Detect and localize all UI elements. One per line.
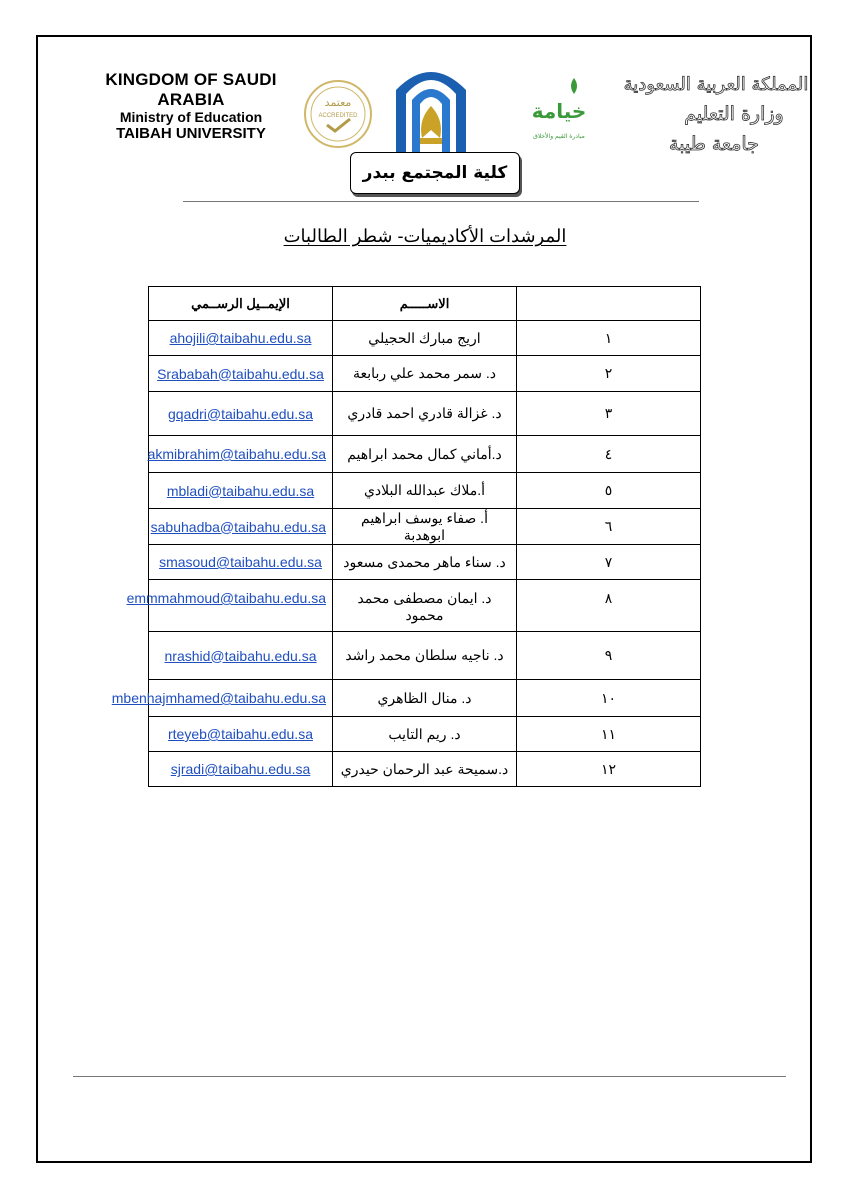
advisor-email-link[interactable]: Srababah@taibahu.edu.sa bbox=[157, 365, 324, 382]
header-country: KINGDOM OF SAUDI ARABIA bbox=[105, 70, 277, 109]
advisors-table bbox=[111, 286, 701, 787]
advisor-email-link[interactable]: sjradi@taibahu.edu.sa bbox=[170, 761, 311, 777]
advisor-name: د. غزالة قادري احمد قادري bbox=[333, 392, 517, 436]
document-title: المرشدات الأكاديميات- شطر الطالبات bbox=[283, 226, 567, 246]
row-number: ١١ bbox=[517, 717, 701, 752]
header-ministry: Ministry of Education bbox=[119, 109, 263, 126]
table-row bbox=[149, 545, 701, 580]
row-number: ٧ bbox=[517, 545, 701, 580]
english-header bbox=[84, 70, 298, 142]
advisor-name: د.أماني كمال محمد ابراهيم bbox=[333, 436, 517, 473]
advisor-email-link[interactable]: akmibrahim@taibahu.edu.sa bbox=[147, 446, 326, 462]
svg-text:ACCREDITED: ACCREDITED bbox=[318, 113, 358, 119]
header-divider bbox=[183, 201, 699, 202]
values-initiative-logo bbox=[528, 72, 590, 154]
row-number: ٨ bbox=[517, 580, 701, 632]
advisor-name: د. ريم التايب bbox=[333, 717, 517, 752]
advisor-email-link[interactable]: mbenhajmhamed@taibahu.edu.sa bbox=[111, 690, 326, 706]
table-row bbox=[149, 473, 701, 509]
advisor-email-link[interactable]: rteyeb@taibahu.edu.sa bbox=[168, 726, 313, 742]
advisor-email-link[interactable]: ahojili@taibahu.edu.sa bbox=[169, 330, 312, 346]
svg-text:خيامة: خيامة bbox=[531, 99, 587, 123]
table-row bbox=[149, 717, 701, 752]
svg-text:المملكة العربية السعودية: المملكة العربية السعودية bbox=[623, 74, 809, 95]
advisor-email-link[interactable]: mbladi@taibahu.edu.sa bbox=[166, 482, 315, 499]
row-number: ٥ bbox=[517, 473, 701, 509]
advisor-email-link[interactable]: gqadri@taibahu.edu.sa bbox=[168, 405, 313, 422]
row-number: ٦ bbox=[517, 509, 701, 545]
column-name-header: الاســـــم bbox=[333, 287, 517, 321]
advisor-name: اريج مبارك الحجيلي bbox=[333, 321, 517, 356]
svg-text:مبادرة القيم والأخلاق: مبادرة القيم والأخلاق bbox=[533, 133, 585, 140]
advisor-email-link[interactable]: emmmahmoud@taibahu.edu.sa bbox=[126, 590, 326, 606]
column-email-header: الإيمــيل الرســمي bbox=[149, 287, 333, 321]
table-row bbox=[149, 632, 701, 680]
advisor-name: د. ناجيه سلطان محمد راشد bbox=[333, 632, 517, 680]
table-row bbox=[149, 356, 701, 392]
arabic-calligraphy-header bbox=[622, 66, 810, 158]
row-number: ٤ bbox=[517, 436, 701, 473]
advisor-name: أ. صفاء يوسف ابراهيم ابوهدبة bbox=[333, 509, 517, 545]
accreditation-seal-logo bbox=[303, 79, 373, 149]
table-row bbox=[149, 680, 701, 717]
row-number: ٩ bbox=[517, 632, 701, 680]
advisor-email-link[interactable]: smasoud@taibahu.edu.sa bbox=[159, 554, 322, 570]
table-row bbox=[149, 436, 701, 473]
svg-text:وزارة التعليم: وزارة التعليم bbox=[684, 103, 784, 125]
footer-divider bbox=[73, 1076, 786, 1077]
advisor-name: أ.ملاك عبدالله البلادي bbox=[333, 473, 517, 509]
table-row bbox=[149, 321, 701, 356]
row-number: ٢ bbox=[517, 356, 701, 392]
table-row bbox=[149, 752, 701, 787]
column-number-header bbox=[517, 287, 701, 321]
row-number: ٣ bbox=[517, 392, 701, 436]
advisor-name: د. منال الظاهري bbox=[333, 680, 517, 717]
svg-text:جامعة طيبة: جامعة طيبة bbox=[669, 133, 759, 155]
advisor-name: د. ايمان مصطفى محمد محمود bbox=[333, 580, 517, 632]
document-title-wrap bbox=[200, 226, 650, 247]
advisor-email-link[interactable]: nrashid@taibahu.edu.sa bbox=[164, 647, 317, 664]
advisor-name: د. سناء ماهر محمدى مسعود bbox=[333, 545, 517, 580]
table-header-row bbox=[149, 287, 701, 321]
table-row bbox=[149, 392, 701, 436]
advisor-name: د. سمر محمد علي ربابعة bbox=[333, 356, 517, 392]
table-row bbox=[149, 509, 701, 545]
taibah-university-logo bbox=[388, 60, 474, 152]
advisor-name: د.سميحة عبد الرحمان حيدري bbox=[333, 752, 517, 787]
svg-text:معتمد: معتمد bbox=[324, 96, 352, 109]
header-university: TAIBAH UNIVERSITY bbox=[116, 125, 266, 143]
row-number: ١٢ bbox=[517, 752, 701, 787]
college-name-box: كلية المجتمع ببدر bbox=[350, 152, 520, 194]
row-number: ١ bbox=[517, 321, 701, 356]
table-row bbox=[149, 580, 701, 632]
row-number: ١٠ bbox=[517, 680, 701, 717]
advisor-email-link[interactable]: sabuhadba@taibahu.edu.sa bbox=[150, 518, 326, 535]
